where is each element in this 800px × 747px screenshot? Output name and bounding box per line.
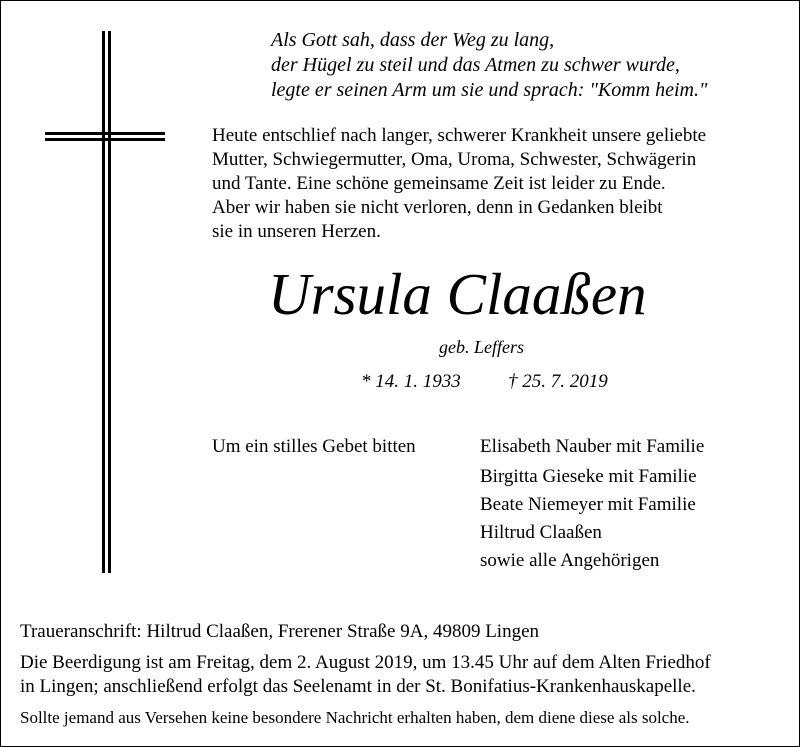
mourning-address: Traueranschrift: Hiltrud Claaßen, Frerener Straße 9A, 49809 Lingen	[20, 621, 540, 642]
deceased-name: Ursula Claaßen	[268, 261, 647, 327]
cross-horizontal-bar	[45, 138, 165, 141]
death-date: † 25. 7. 2019	[508, 371, 608, 392]
intro-line: Heute entschlief nach langer, schwerer Krankheit unsere geliebte	[212, 125, 707, 146]
birth-date: * 14. 1. 1933	[361, 371, 461, 392]
cross-icon	[45, 31, 165, 573]
funeral-line: Die Beerdigung ist am Freitag, dem 2. August 2019, um 13.45 Uhr auf dem Alten Friedhof	[20, 652, 711, 673]
intro-line: und Tante. Eine schöne gemeinsame Zeit ist leider zu Ende.	[212, 173, 666, 194]
cross-vertical-bar	[102, 31, 105, 573]
list-item: Elisabeth Nauber mit Familie	[480, 436, 705, 457]
intro-line: Mutter, Schwiegermutter, Oma, Uroma, Schwester, Schwägerin	[212, 149, 697, 170]
notice-text: Sollte jemand aus Versehen keine besondere Nachricht erhalten haben, dem diene diese als solche.	[20, 708, 690, 727]
list-item: sowie alle Angehörigen	[480, 550, 660, 571]
cross-vertical-bar	[108, 31, 111, 573]
cross-horizontal-bar	[45, 132, 165, 135]
intro-text	[212, 124, 792, 244]
intro-line: sie in unseren Herzen.	[212, 221, 381, 242]
intro-line: Aber wir haben sie nicht verloren, denn in Gedanken bleibt	[212, 197, 663, 218]
list-item: Birgitta Gieseke mit Familie	[480, 466, 697, 487]
maiden-name: geb. Leffers	[439, 337, 524, 357]
list-item: Hiltrud Claaßen	[480, 522, 602, 543]
prayer-request: Um ein stilles Gebet bitten	[212, 436, 416, 457]
poem	[271, 28, 791, 103]
mourners-list	[480, 435, 790, 575]
funeral-info	[20, 651, 790, 699]
poem-line: Als Gott sah, dass der Weg zu lang,	[271, 29, 555, 51]
poem-line: legte er seinen Arm um sie und sprach: "Komm heim."	[271, 79, 708, 101]
funeral-line: in Lingen; anschließend erfolgt das Seelenamt in der St. Bonifatius-Krankenhauskapelle.	[20, 676, 696, 697]
poem-line: der Hügel zu steil und das Atmen zu schwer wurde,	[271, 54, 680, 76]
list-item: Beate Niemeyer mit Familie	[480, 494, 696, 515]
